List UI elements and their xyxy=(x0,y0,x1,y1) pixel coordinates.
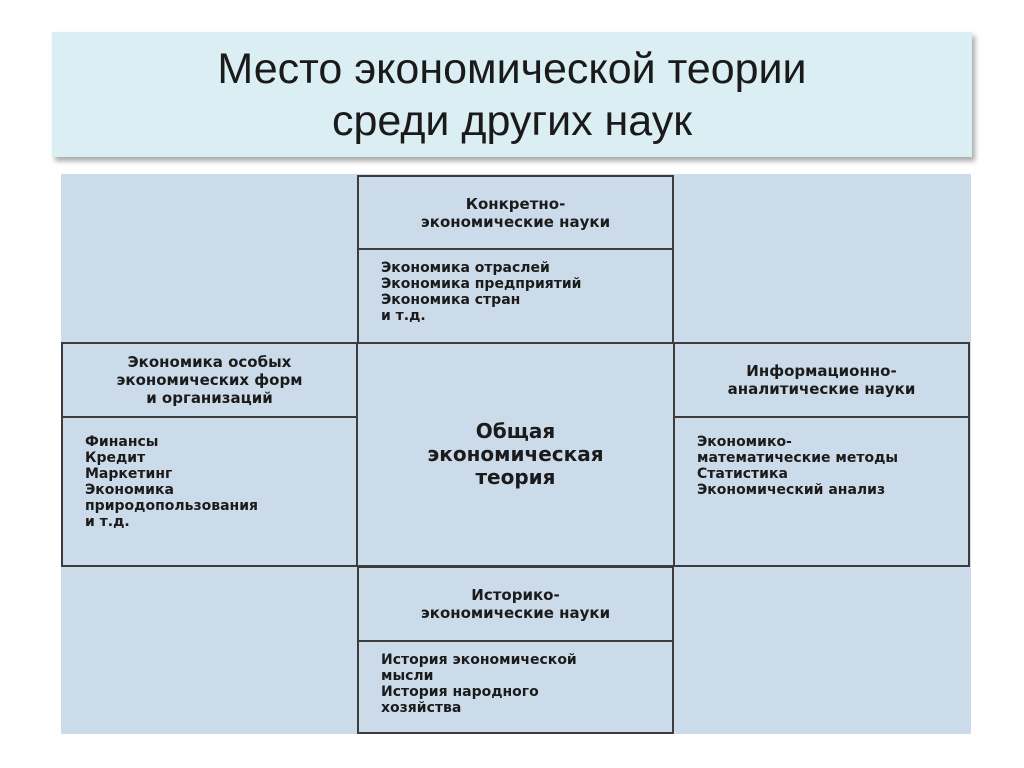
top-list-item: и т.д. xyxy=(381,308,426,324)
top-heading-line: Конкретно- xyxy=(465,194,566,213)
left-heading-line: Экономика особых xyxy=(127,353,292,371)
right-list-item: Экономико- xyxy=(697,434,792,450)
bottom-list-item: хозяйства xyxy=(381,700,462,716)
slide-title xyxy=(52,32,972,157)
left-heading-line: и организаций xyxy=(146,389,273,407)
left-list-item: Финансы xyxy=(85,434,159,450)
sciences-diagram xyxy=(61,174,971,734)
bottom-list-item: История экономической xyxy=(381,652,577,668)
left-list-item: Маркетинг xyxy=(85,466,173,482)
title-line-2: среди других наук xyxy=(331,96,693,145)
top-heading-box xyxy=(357,175,674,250)
right-heading-box xyxy=(673,342,970,418)
left-list-box xyxy=(61,416,358,567)
right-list-item: Экономический анализ xyxy=(697,482,886,498)
bottom-list-box xyxy=(357,640,674,734)
right-list-box xyxy=(673,416,970,567)
center-heading-line: экономическая xyxy=(427,442,604,466)
left-list-item: Кредит xyxy=(85,450,146,466)
center-heading-line: теория xyxy=(475,465,556,489)
right-list-item: Статистика xyxy=(697,466,788,482)
top-list-item: Экономика стран xyxy=(381,292,521,308)
bottom-list-item: мысли xyxy=(381,668,434,684)
title-line-1: Место экономической теории xyxy=(217,44,807,93)
left-list-item: и т.д. xyxy=(85,514,130,530)
top-list-item: Экономика предприятий xyxy=(381,276,582,292)
bottom-heading-box xyxy=(357,566,674,642)
left-list-item: природопользования xyxy=(85,498,258,514)
right-list-item: математические методы xyxy=(697,450,899,466)
left-heading-box xyxy=(61,342,358,418)
right-heading-line: аналитические науки xyxy=(727,380,916,398)
bottom-heading-line: Историко- xyxy=(471,586,560,604)
top-heading-line: экономические науки xyxy=(420,212,611,231)
center-box xyxy=(356,342,675,567)
right-heading-line: Информационно- xyxy=(746,362,897,380)
left-heading-line: экономических форм xyxy=(116,371,303,389)
bottom-list-item: История народного xyxy=(381,684,539,700)
top-list-box xyxy=(357,248,674,344)
top-list-item: Экономика отраслей xyxy=(381,260,550,276)
left-list-item: Экономика xyxy=(85,482,174,498)
center-heading-line: Общая xyxy=(475,419,556,443)
bottom-heading-line: экономические науки xyxy=(420,604,611,622)
